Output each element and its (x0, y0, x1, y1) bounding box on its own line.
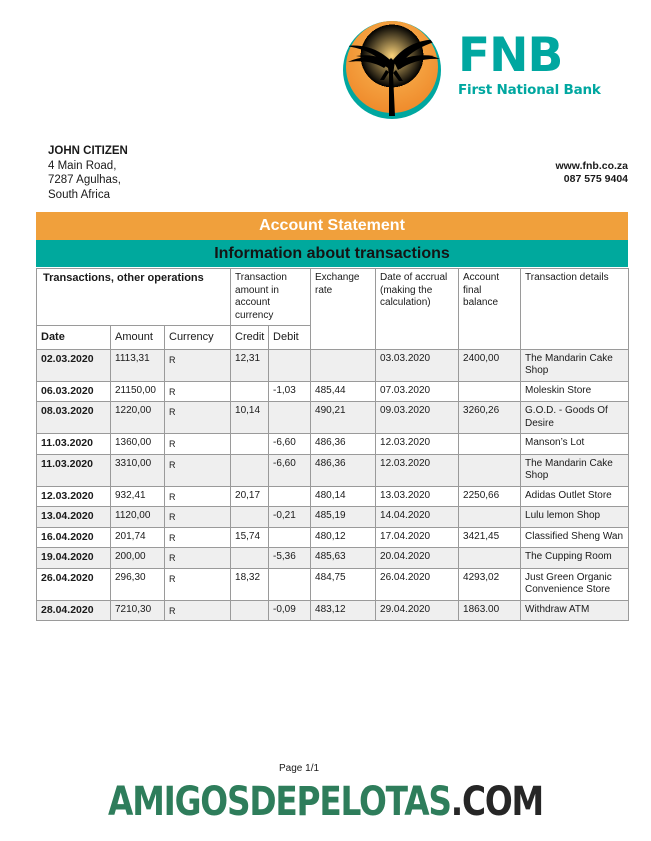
bank-logo (340, 18, 620, 118)
cell-balance: 3260,26 (459, 402, 521, 434)
watermark-suffix: .COM (450, 779, 543, 825)
table-row (37, 434, 629, 455)
cell-details: Adidas Outlet Store (521, 486, 629, 507)
cell-currency: R (165, 600, 231, 621)
cell-date: 13.04.2020 (37, 507, 111, 528)
cell-rate: 483,12 (311, 600, 376, 621)
table-row (37, 486, 629, 507)
statement-banners (36, 212, 628, 267)
cell-rate: 485,19 (311, 507, 376, 528)
cell-debit: -0,09 (269, 600, 311, 621)
cell-currency: R (165, 434, 231, 455)
cell-details: Withdraw ATM (521, 600, 629, 621)
cell-rate (311, 349, 376, 381)
cell-credit (231, 434, 269, 455)
cell-debit: -0,21 (269, 507, 311, 528)
cell-currency: R (165, 381, 231, 402)
cell-amount: 1360,00 (111, 434, 165, 455)
column-header-account-final-balance: Account final balance (459, 269, 521, 350)
cell-credit (231, 548, 269, 569)
cell-rate: 486,36 (311, 454, 376, 486)
cell-details: Moleskin Store (521, 381, 629, 402)
cell-accrual: 12.03.2020 (376, 454, 459, 486)
cell-details: Manson’s Lot (521, 434, 629, 455)
statement-title: Account Statement (36, 212, 628, 240)
cell-balance: 2250,66 (459, 486, 521, 507)
cell-debit: -6,60 (269, 434, 311, 455)
cell-debit (269, 349, 311, 381)
cell-currency: R (165, 548, 231, 569)
cell-currency: R (165, 402, 231, 434)
transactions-table-body (37, 349, 629, 621)
fnb-wordmark (458, 28, 628, 98)
cell-date: 26.04.2020 (37, 568, 111, 600)
cell-accrual: 07.03.2020 (376, 381, 459, 402)
cell-currency: R (165, 507, 231, 528)
column-header-amount: Amount (111, 326, 165, 350)
cell-amount: 201,74 (111, 527, 165, 548)
cell-rate: 480,12 (311, 527, 376, 548)
cell-accrual: 26.04.2020 (376, 568, 459, 600)
cell-debit (269, 486, 311, 507)
cell-credit (231, 381, 269, 402)
acacia-tree-logo-icon (340, 18, 444, 122)
cell-credit: 15,74 (231, 527, 269, 548)
cell-debit: -1,03 (269, 381, 311, 402)
cell-amount: 21150,00 (111, 381, 165, 402)
cell-details: Classified Sheng Wan (521, 527, 629, 548)
account-holder-name: JOHN CITIZEN (48, 145, 128, 157)
cell-amount: 1113,31 (111, 349, 165, 381)
table-row (37, 568, 629, 600)
cell-date: 06.03.2020 (37, 381, 111, 402)
cell-debit (269, 402, 311, 434)
brand-tagline: First National Bank (458, 81, 601, 98)
cell-accrual: 12.03.2020 (376, 434, 459, 455)
table-row (37, 548, 629, 569)
cell-accrual: 17.04.2020 (376, 527, 459, 548)
cell-accrual: 09.03.2020 (376, 402, 459, 434)
cell-date: 16.04.2020 (37, 527, 111, 548)
cell-accrual: 03.03.2020 (376, 349, 459, 381)
cell-balance (459, 454, 521, 486)
table-row (37, 454, 629, 486)
cell-accrual: 13.03.2020 (376, 486, 459, 507)
account-holder-address (48, 144, 128, 202)
cell-debit (269, 568, 311, 600)
cell-rate: 490,21 (311, 402, 376, 434)
cell-details: Just Green Organic Convenience Store (521, 568, 629, 600)
cell-balance (459, 507, 521, 528)
cell-details: The Mandarin Cake Shop (521, 454, 629, 486)
cell-date: 28.04.2020 (37, 600, 111, 621)
cell-credit: 18,32 (231, 568, 269, 600)
cell-rate: 486,36 (311, 434, 376, 455)
address-line-1: 4 Main Road, (48, 159, 117, 172)
cell-currency: R (165, 486, 231, 507)
bank-phone: 087 575 9404 (563, 173, 628, 185)
column-header-currency: Currency (165, 326, 231, 350)
cell-accrual: 14.04.2020 (376, 507, 459, 528)
cell-balance: 2400,00 (459, 349, 521, 381)
cell-credit (231, 600, 269, 621)
table-row (37, 402, 629, 434)
cell-currency: R (165, 454, 231, 486)
table-row (37, 349, 629, 381)
group-header-transactions: Transactions, other operations (37, 269, 231, 326)
cell-rate: 485,63 (311, 548, 376, 569)
cell-date: 12.03.2020 (37, 486, 111, 507)
cell-currency: R (165, 527, 231, 548)
cell-balance: 4293,02 (459, 568, 521, 600)
cell-rate: 480,14 (311, 486, 376, 507)
transactions-table (36, 268, 629, 621)
column-header-exchange-rate: Exchange rate (311, 269, 376, 350)
table-row (37, 527, 629, 548)
cell-date: 11.03.2020 (37, 454, 111, 486)
cell-date: 02.03.2020 (37, 349, 111, 381)
bank-website[interactable]: www.fnb.co.za (555, 160, 628, 172)
cell-credit: 10,14 (231, 402, 269, 434)
cell-accrual: 20.04.2020 (376, 548, 459, 569)
cell-amount: 7210,30 (111, 600, 165, 621)
cell-credit: 20,17 (231, 486, 269, 507)
address-line-2: 7287 Agulhas, (48, 174, 121, 186)
cell-credit: 12,31 (231, 349, 269, 381)
cell-details: The Mandarin Cake Shop (521, 349, 629, 381)
cell-balance (459, 548, 521, 569)
column-header-debit: Debit (269, 326, 311, 350)
brand-name: FNB (458, 28, 563, 83)
cell-balance (459, 434, 521, 455)
cell-amount: 1220,00 (111, 402, 165, 434)
cell-date: 08.03.2020 (37, 402, 111, 434)
cell-balance: 3421,45 (459, 527, 521, 548)
cell-details: G.O.D. - Goods Of Desire (521, 402, 629, 434)
column-header-date-of-accrual: Date of accrual (making the calculation) (376, 269, 459, 350)
cell-details: Lulu lemon Shop (521, 507, 629, 528)
site-watermark (59, 780, 593, 824)
column-header-date: Date (37, 326, 111, 350)
cell-credit (231, 454, 269, 486)
cell-date: 19.04.2020 (37, 548, 111, 569)
cell-details: The Cupping Room (521, 548, 629, 569)
cell-amount: 296,30 (111, 568, 165, 600)
column-header-credit: Credit (231, 326, 269, 350)
table-row (37, 381, 629, 402)
table-row (37, 507, 629, 528)
bank-contact-info (555, 160, 628, 186)
cell-accrual: 29.04.2020 (376, 600, 459, 621)
cell-amount: 200,00 (111, 548, 165, 569)
cell-currency: R (165, 568, 231, 600)
page-number: Page 1/1 (279, 763, 320, 774)
cell-debit (269, 527, 311, 548)
cell-rate: 484,75 (311, 568, 376, 600)
cell-date: 11.03.2020 (37, 434, 111, 455)
cell-credit (231, 507, 269, 528)
table-row (37, 600, 629, 621)
group-header-amount-in-account-currency: Transaction amount in account currency (231, 269, 311, 326)
statement-subtitle: Information about transactions (36, 240, 628, 267)
column-header-transaction-details: Transaction details (521, 269, 629, 350)
cell-debit: -5,36 (269, 548, 311, 569)
cell-balance (459, 381, 521, 402)
cell-amount: 1120,00 (111, 507, 165, 528)
cell-balance: 1863.00 (459, 600, 521, 621)
table-group-header-row (37, 269, 629, 326)
cell-rate: 485,44 (311, 381, 376, 402)
cell-debit: -6,60 (269, 454, 311, 486)
watermark-primary: AMIGOSDEPELOTAS (108, 779, 451, 825)
cell-amount: 932,41 (111, 486, 165, 507)
cell-currency: R (165, 349, 231, 381)
cell-amount: 3310,00 (111, 454, 165, 486)
address-line-3: South Africa (48, 188, 111, 201)
